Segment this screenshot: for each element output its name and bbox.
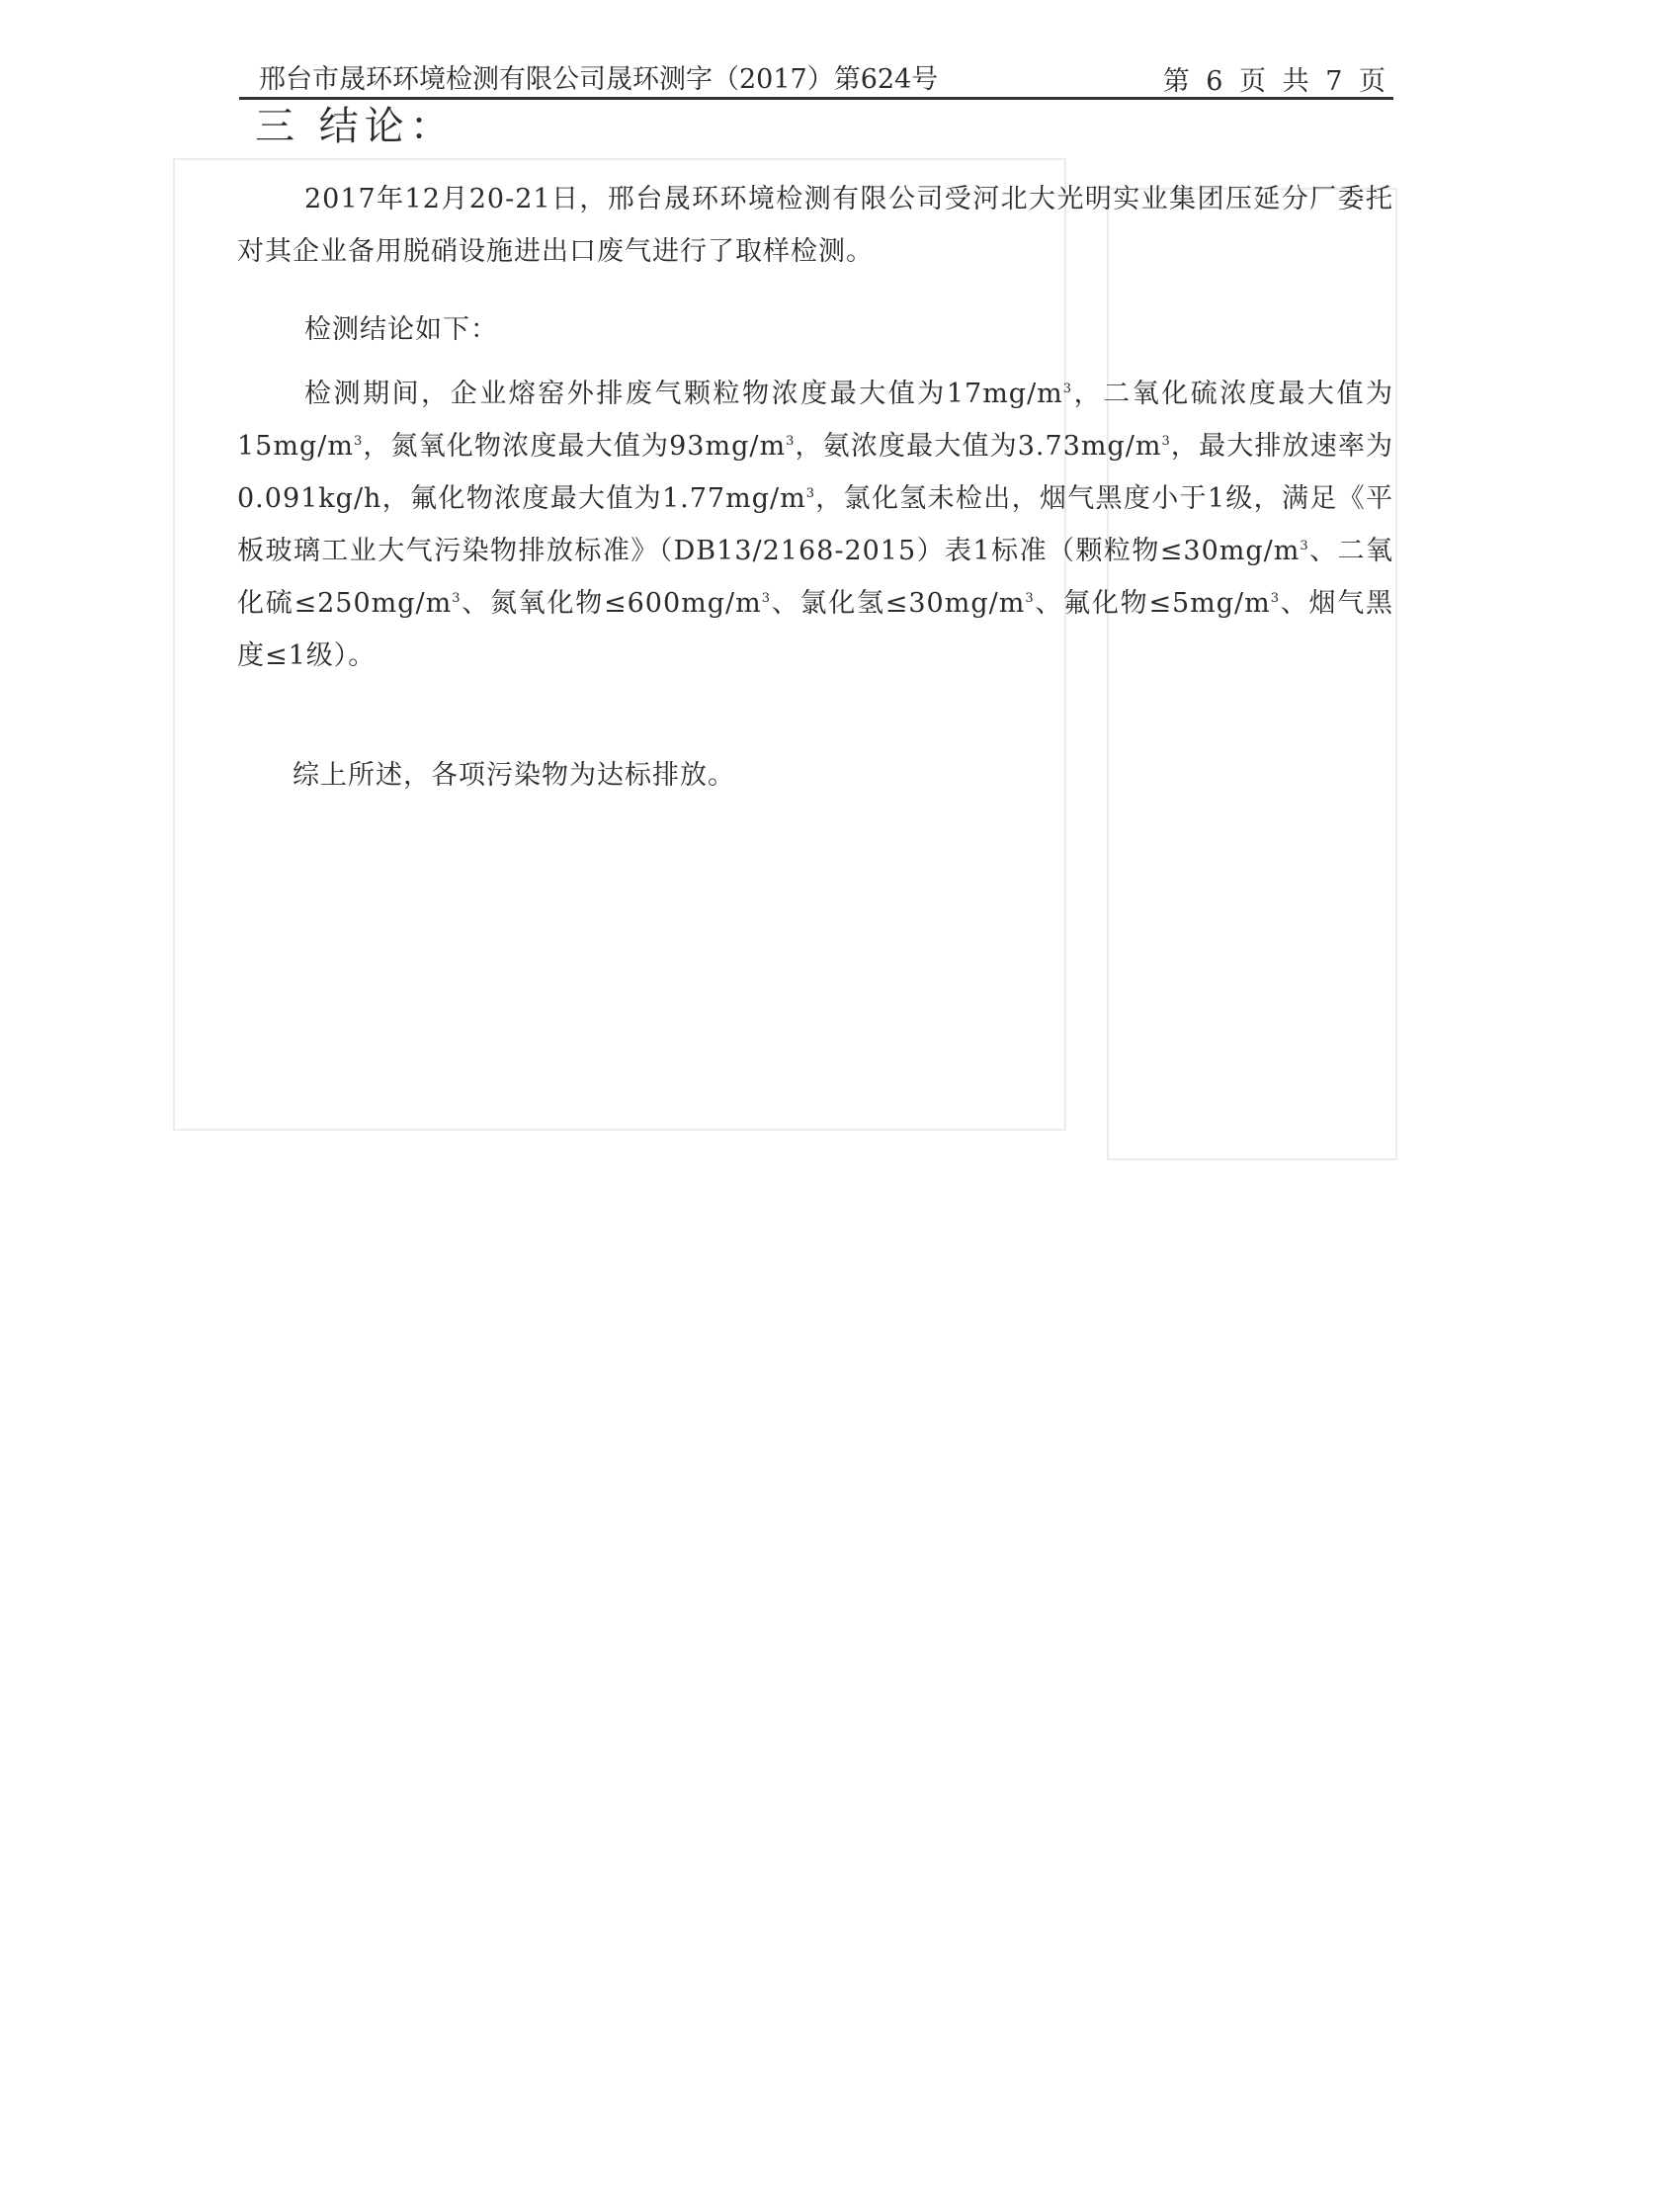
result-text: ，最大排放速率为0.091kg/h，氟化物浓度最大值为1.77mg/m [237, 431, 1394, 514]
cube-superscript: 3 [761, 591, 772, 606]
result-text: 、二氧化硫≤250mg/m [237, 536, 1393, 619]
page-header [239, 38, 1393, 100]
result-text: 、氯化氢≤30mg/m [771, 588, 1026, 619]
result-text: 检测期间，企业熔窑外排废气颗粒物浓度最大值为17mg/m [304, 379, 1063, 409]
paragraph-summary: 综上所述，各项污染物为达标排放。 [293, 760, 735, 791]
cube-superscript: 3 [452, 591, 462, 606]
paragraph-intro: 2017年12月20-21日，邢台晟环环境检测有限公司受河北大光明实业集团压延分厂委托对其企业备用脱硝设施进出口废气进行了取样检测。 [237, 184, 1393, 267]
cube-superscript: 3 [1025, 591, 1035, 606]
result-text: 、氟化物≤5mg/m [1034, 588, 1271, 619]
report-number: 邢台市晟环环境检测有限公司晟环测字（2017）第624号 [259, 64, 939, 95]
result-text: ，二氧化硫浓度最大值为15mg/m [237, 379, 1393, 462]
result-text: 、氮氧化物≤600mg/m [461, 588, 762, 619]
cube-superscript: 3 [1270, 591, 1281, 606]
result-text: 、烟气黑度≤1级）。 [237, 588, 1393, 671]
cube-superscript: 3 [1300, 539, 1309, 553]
cube-superscript: 3 [1161, 434, 1171, 449]
cube-superscript: 3 [1062, 382, 1073, 396]
cube-superscript: 3 [805, 486, 815, 501]
result-text: ，氮氧化物浓度最大值为93mg/m [363, 431, 787, 462]
section-title: 三 结论： [255, 104, 456, 149]
paragraph-results [237, 368, 1393, 682]
result-text: ，氯化氢未检出，烟气黑度小于1级，满足《平板玻璃工业大气污染物排放标准》（DB13/2168-2015）表1标准（颗粒物≤30mg/m [237, 483, 1393, 566]
result-text: ，氨浓度最大值为3.73mg/m [795, 431, 1162, 462]
paragraph-conclusion-heading: 检测结论如下： [304, 314, 498, 345]
page-number: 第 6 页 共 7 页 [1162, 66, 1389, 97]
cube-superscript: 3 [786, 434, 796, 449]
cube-superscript: 3 [353, 434, 364, 449]
